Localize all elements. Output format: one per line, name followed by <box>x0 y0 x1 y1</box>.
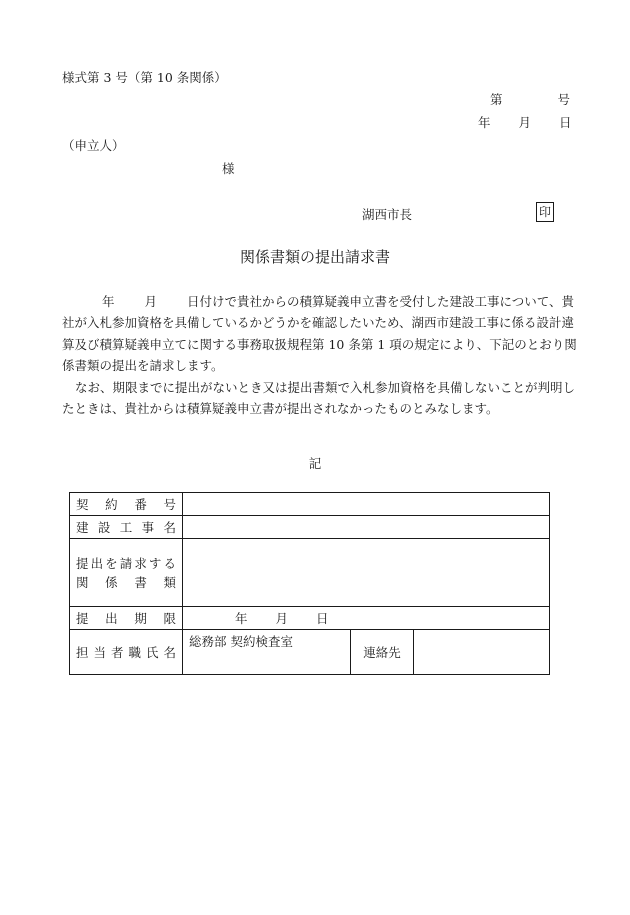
project-name-value <box>183 516 550 539</box>
seal-mark: 印 <box>536 202 554 222</box>
staff-label: 担当者職氏名 <box>70 630 183 675</box>
request-table <box>69 492 550 675</box>
docs-label-line2: 関係書類 <box>76 574 176 590</box>
contract-no-value <box>183 493 550 516</box>
paragraph-1-text: 日付けで貴社からの積算疑義申立書を受付した建設工事について、貴社が入札参加資格を具備しているかどうかを確認したいため、湖西市建設工事に係る設計違算及び積算疑義申立てに関する事務取扱規程第 10 条第 1 項の規定により、下記のとおり関係書類の提出を請求します。 <box>62 294 577 374</box>
page-title: 関係書類の提出請求書 <box>239 248 390 266</box>
honorific: 様 <box>222 161 235 176</box>
paragraph-2: なお、期限までに提出がないとき又は提出書類で入札参加資格を具備しないことが判明したときは、貴社からは積算疑義申立書が提出されなかったものとみなします。 <box>62 379 576 417</box>
doc-no-suffix: 号 <box>557 92 571 107</box>
docs-label <box>70 539 183 607</box>
applicant-label: （申立人） <box>62 138 125 153</box>
docs-label-line1: 提出を請求する <box>76 555 176 571</box>
department-value: 総務部 契約検査室 <box>183 630 351 675</box>
doc-no-prefix: 第 <box>490 92 503 107</box>
body-month: 月 <box>144 294 158 309</box>
issue-date <box>478 113 572 131</box>
issuer: 湖西市長 <box>362 207 413 222</box>
contact-value <box>414 630 550 675</box>
ki-heading: 記 <box>308 456 322 471</box>
body-text <box>62 291 582 419</box>
project-name-label: 建設工事名 <box>70 516 183 539</box>
table-row <box>70 607 550 630</box>
document-number <box>490 90 570 108</box>
body-year: 年 <box>102 294 115 309</box>
deadline-day: 日 <box>316 611 329 626</box>
table-row <box>70 539 550 607</box>
date-year: 年 <box>478 115 491 130</box>
contact-label: 連絡先 <box>351 630 414 675</box>
deadline-value <box>183 607 550 630</box>
table-row <box>70 630 550 675</box>
table-row <box>70 516 550 539</box>
deadline-label: 提出期限 <box>70 607 183 630</box>
table-row <box>70 493 550 516</box>
deadline-month: 月 <box>275 611 289 626</box>
paragraph-1 <box>62 291 582 377</box>
deadline-year: 年 <box>235 611 248 626</box>
contract-no-label: 契約番号 <box>70 493 183 516</box>
docs-value <box>183 539 550 607</box>
date-day: 日 <box>559 115 572 130</box>
date-month: 月 <box>518 115 532 130</box>
form-number: 様式第 3 号（第 10 条関係） <box>62 70 227 85</box>
